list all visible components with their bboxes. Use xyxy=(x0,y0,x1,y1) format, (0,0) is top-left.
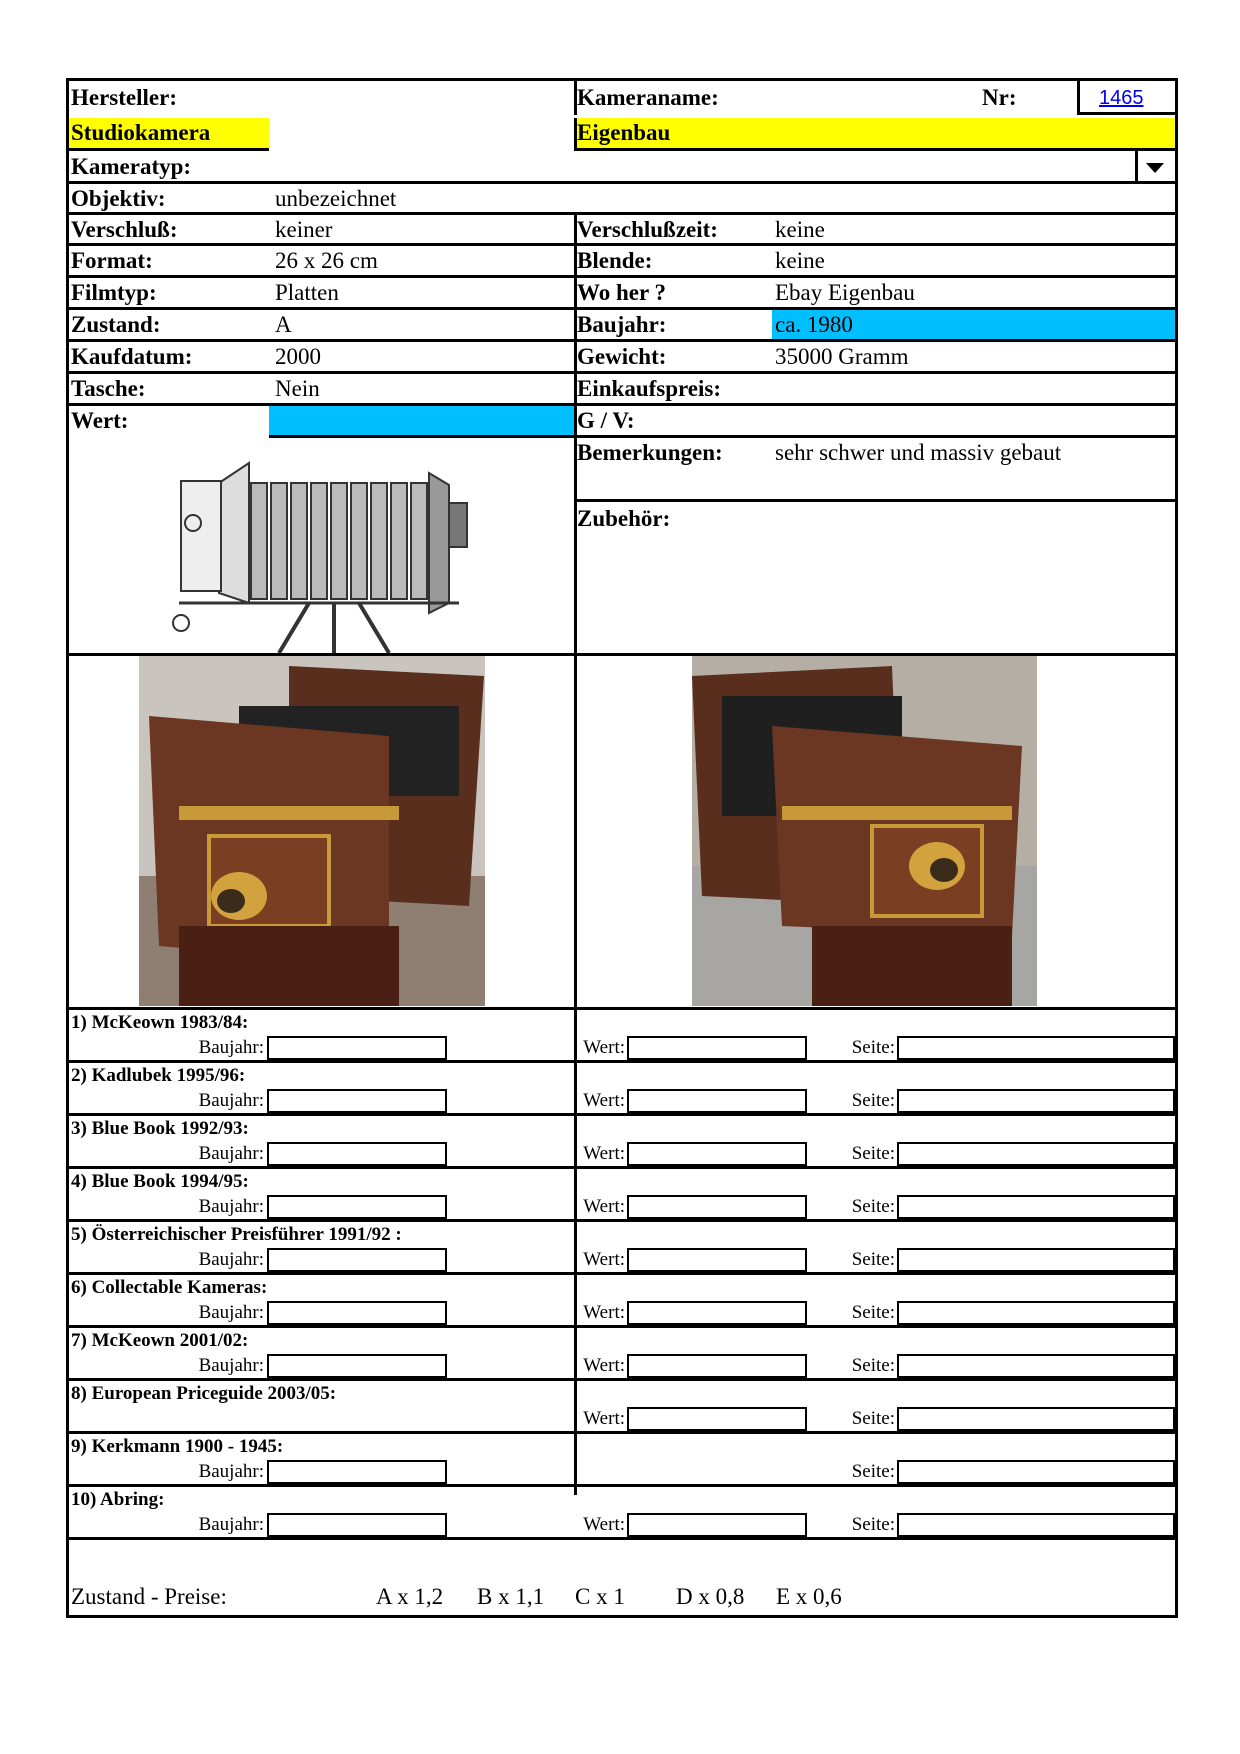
manufacturer-label: Hersteller: xyxy=(71,85,177,110)
reference-wert-field[interactable] xyxy=(627,1089,807,1113)
zubehoer-label: Zubehör: xyxy=(577,506,671,531)
zustand-label: Zustand: xyxy=(71,312,161,337)
reference-wert-label: Wert: xyxy=(583,1090,625,1111)
reference-wert-label: Wert: xyxy=(583,1037,625,1058)
reference-title: 9) Kerkmann 1900 - 1945: xyxy=(71,1436,284,1457)
reference-baujahr-field[interactable] xyxy=(267,1195,447,1219)
divider xyxy=(69,1219,1175,1222)
divider xyxy=(69,1113,1175,1116)
reference-baujahr-field[interactable] xyxy=(267,1142,447,1166)
reference-seite-label: Seite: xyxy=(851,1249,895,1270)
camera-photo-left xyxy=(139,656,485,1006)
reference-wert-label: Wert: xyxy=(583,1514,625,1535)
divider xyxy=(69,1166,1175,1169)
camera-type-label: Kameratyp: xyxy=(71,154,192,179)
bemerkungen-value: sehr schwer und massiv gebaut xyxy=(775,440,1062,465)
tasche-value: Nein xyxy=(275,376,320,401)
reference-seite-label: Seite: xyxy=(851,1408,895,1429)
divider xyxy=(69,1537,1175,1540)
reference-wert-field[interactable] xyxy=(627,1354,807,1378)
footer-price-a: A x 1,2 xyxy=(376,1584,444,1609)
reference-title: 7) McKeown 2001/02: xyxy=(71,1330,249,1351)
footer-price-c: C x 1 xyxy=(575,1584,625,1609)
blende-label: Blende: xyxy=(577,248,653,273)
tasche-label: Tasche: xyxy=(71,376,146,401)
reference-seite-field[interactable] xyxy=(897,1407,1175,1431)
divider xyxy=(69,1431,1175,1434)
camera-photo-right xyxy=(692,656,1037,1006)
reference-baujahr-field[interactable] xyxy=(267,1301,447,1325)
reference-seite-field[interactable] xyxy=(897,1036,1175,1060)
reference-seite-field[interactable] xyxy=(897,1142,1175,1166)
reference-seite-field[interactable] xyxy=(897,1195,1175,1219)
divider xyxy=(574,148,1175,151)
format-value: 26 x 26 cm xyxy=(275,248,378,273)
reference-wert-field[interactable] xyxy=(627,1248,807,1272)
reference-wert-label: Wert: xyxy=(583,1302,625,1323)
footer-price-e: E x 0,6 xyxy=(776,1584,842,1609)
triangle-down-icon[interactable] xyxy=(1146,163,1164,173)
reference-wert-label: Wert: xyxy=(583,1143,625,1164)
reference-seite-field[interactable] xyxy=(897,1301,1175,1325)
divider xyxy=(574,81,577,115)
camera-engraving-image xyxy=(159,453,489,653)
reference-baujahr-field[interactable] xyxy=(267,1036,447,1060)
camera-record-sheet xyxy=(66,78,1178,1618)
reference-title: 1) McKeown 1983/84: xyxy=(71,1012,249,1033)
divider xyxy=(69,1484,1175,1487)
reference-seite-field[interactable] xyxy=(897,1513,1175,1537)
gewicht-label: Gewicht: xyxy=(577,344,667,369)
footer-price-d: D x 0,8 xyxy=(676,1584,745,1609)
reference-title: 8) European Priceguide 2003/05: xyxy=(71,1383,337,1404)
reference-seite-field[interactable] xyxy=(897,1354,1175,1378)
reference-seite-label: Seite: xyxy=(851,1090,895,1111)
reference-seite-label: Seite: xyxy=(851,1461,895,1482)
divider xyxy=(69,148,269,151)
verschlusszeit-value: keine xyxy=(775,217,825,242)
nr-link[interactable]: 1465 xyxy=(1099,87,1144,109)
wert-label: Wert: xyxy=(71,408,129,433)
reference-seite-label: Seite: xyxy=(851,1037,895,1058)
reference-title: 2) Kadlubek 1995/96: xyxy=(71,1065,246,1086)
reference-wert-label: Wert: xyxy=(583,1355,625,1376)
verschluss-value: keiner xyxy=(275,217,333,242)
reference-seite-label: Seite: xyxy=(851,1355,895,1376)
einkaufspreis-label: Einkaufspreis: xyxy=(577,376,722,401)
verschlusszeit-label: Verschlußzeit: xyxy=(577,217,718,242)
reference-seite-label: Seite: xyxy=(851,1514,895,1535)
reference-baujahr-field[interactable] xyxy=(267,1513,447,1537)
divider xyxy=(69,181,1175,184)
objektiv-label: Objektiv: xyxy=(71,186,166,211)
divider xyxy=(574,118,577,148)
reference-baujahr-label: Baujahr: xyxy=(198,1037,264,1058)
zustand-value: A xyxy=(275,312,292,337)
reference-wert-label: Wert: xyxy=(583,1249,625,1270)
reference-wert-field[interactable] xyxy=(627,1301,807,1325)
verschluss-label: Verschluß: xyxy=(71,217,178,242)
reference-wert-field[interactable] xyxy=(627,1407,807,1431)
reference-seite-field[interactable] xyxy=(897,1248,1175,1272)
reference-seite-field[interactable] xyxy=(897,1089,1175,1113)
reference-baujahr-field[interactable] xyxy=(267,1460,447,1484)
reference-baujahr-label: Baujahr: xyxy=(198,1514,264,1535)
reference-wert-label: Wert: xyxy=(583,1196,625,1217)
reference-seite-label: Seite: xyxy=(851,1143,895,1164)
reference-title: 4) Blue Book 1994/95: xyxy=(71,1171,249,1192)
nr-label: Nr: xyxy=(982,85,1017,110)
manufacturer-value: Studiokamera xyxy=(71,120,211,145)
divider xyxy=(574,499,1175,502)
reference-baujahr-label: Baujahr: xyxy=(198,1143,264,1164)
footer-label: Zustand - Preise: xyxy=(71,1584,227,1609)
divider xyxy=(1135,151,1138,181)
divider xyxy=(69,275,1175,278)
reference-wert-label: Wert: xyxy=(583,1408,625,1429)
divider xyxy=(69,1060,1175,1063)
reference-baujahr-label: Baujahr: xyxy=(198,1355,264,1376)
reference-baujahr-label: Baujahr: xyxy=(198,1090,264,1111)
reference-baujahr-label: Baujahr: xyxy=(198,1302,264,1323)
reference-baujahr-label: Baujahr: xyxy=(198,1461,264,1482)
divider xyxy=(69,1007,1175,1010)
baujahr-value: ca. 1980 xyxy=(775,312,853,337)
footer-price-b: B x 1,1 xyxy=(477,1584,545,1609)
divider xyxy=(69,1378,1175,1381)
reference-seite-field[interactable] xyxy=(897,1460,1175,1484)
divider xyxy=(269,435,574,438)
kaufdatum-label: Kaufdatum: xyxy=(71,344,193,369)
baujahr-label: Baujahr: xyxy=(577,312,667,337)
reference-title: 10) Abring: xyxy=(71,1489,165,1510)
filmtyp-value: Platten xyxy=(275,280,339,305)
reference-seite-label: Seite: xyxy=(851,1302,895,1323)
divider xyxy=(69,1272,1175,1275)
reference-baujahr-label: Baujahr: xyxy=(198,1196,264,1217)
reference-wert-field[interactable] xyxy=(627,1195,807,1219)
objektiv-value: unbezeichnet xyxy=(275,186,397,211)
divider xyxy=(69,403,1175,406)
reference-baujahr-field[interactable] xyxy=(267,1354,447,1378)
kaufdatum-value: 2000 xyxy=(275,344,321,369)
divider xyxy=(574,435,1175,438)
gv-label: G / V: xyxy=(577,408,635,433)
reference-seite-label: Seite: xyxy=(851,1196,895,1217)
blende-value: keine xyxy=(775,248,825,273)
wert-highlight xyxy=(269,406,574,435)
reference-wert-field[interactable] xyxy=(627,1142,807,1166)
reference-baujahr-field[interactable] xyxy=(267,1089,447,1113)
woher-label: Wo her ? xyxy=(577,280,667,305)
format-label: Format: xyxy=(71,248,153,273)
divider xyxy=(69,1325,1175,1328)
camera-name-value: Eigenbau xyxy=(577,120,671,145)
reference-title: 5) Österreichischer Preisführer 1991/92 : xyxy=(71,1224,402,1245)
reference-wert-field[interactable] xyxy=(627,1513,807,1537)
bemerkungen-label: Bemerkungen: xyxy=(577,440,723,465)
reference-title: 6) Collectable Kameras: xyxy=(71,1277,268,1298)
filmtyp-label: Filmtyp: xyxy=(71,280,157,305)
reference-baujahr-label: Baujahr: xyxy=(198,1249,264,1270)
woher-value: Ebay Eigenbau xyxy=(775,280,915,305)
reference-baujahr-field[interactable] xyxy=(267,1248,447,1272)
divider xyxy=(69,212,1175,215)
reference-wert-field[interactable] xyxy=(627,1036,807,1060)
divider xyxy=(69,339,1175,342)
camera-name-label: Kameraname: xyxy=(577,85,719,110)
reference-title: 3) Blue Book 1992/93: xyxy=(71,1118,249,1139)
divider xyxy=(69,243,1175,246)
divider xyxy=(69,371,1175,374)
gewicht-value: 35000 Gramm xyxy=(775,344,909,369)
